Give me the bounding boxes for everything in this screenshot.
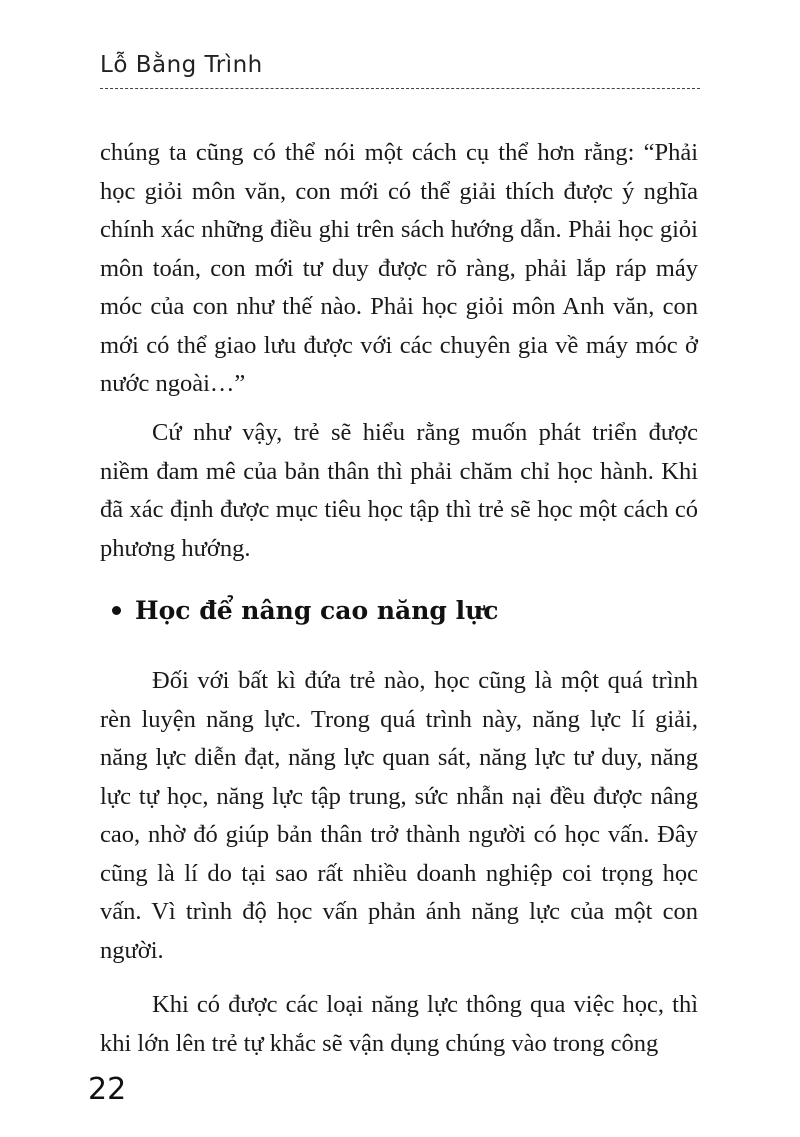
body-paragraph-2: Cứ như vậy, trẻ sẽ hiểu rằng muốn phát triển được niềm đam mê của bản thân thì phải chăm chỉ học hành. Khi đã xác định được mục tiêu học tập thì trẻ sẽ học một cách có phương hướng.	[100, 419, 698, 562]
running-head-author: Lỗ Bằng Trình	[100, 52, 263, 78]
bullet-icon	[112, 606, 121, 615]
section-heading-text: Học để nâng cao năng lực	[135, 596, 499, 625]
section-heading	[112, 596, 498, 625]
body-paragraph-4: Khi có được các loại năng lực thông qua việc học, thì khi lớn lên trẻ tự khắc sẽ vận dụng chúng vào trong công	[100, 991, 698, 1057]
header-dashed-rule	[100, 88, 700, 89]
body-paragraph-1: chúng ta cũng có thể nói một cách cụ thể hơn rằng: “Phải học giỏi môn văn, con mới có thể giải thích được ý nghĩa chính xác những điều ghi trên sách hướng dẫn. Phải học giỏi môn toán, con mới tư duy được rõ ràng, phải lắp ráp máy móc của con như thế nào. Phải học giỏi môn Anh văn, con mới có thể giao lưu được với các chuyên gia về máy móc ở nước ngoài…”	[100, 139, 698, 397]
page-number: 22	[88, 1072, 127, 1107]
body-paragraph-3: Đối với bất kì đứa trẻ nào, học cũng là một quá trình rèn luyện năng lực. Trong quá trình này, năng lực lí giải, năng lực diễn đạt, năng lực quan sát, năng lực tư duy, năng lực tự học, năng lực tập trung, sức nhẫn nại đều được nâng cao, nhờ đó giúp bản thân trở thành người có học vấn. Đây cũng là lí do tại sao rất nhiều doanh nghiệp coi trọng học vấn. Vì trình độ học vấn phản ánh năng lực của một con người.	[100, 667, 698, 964]
